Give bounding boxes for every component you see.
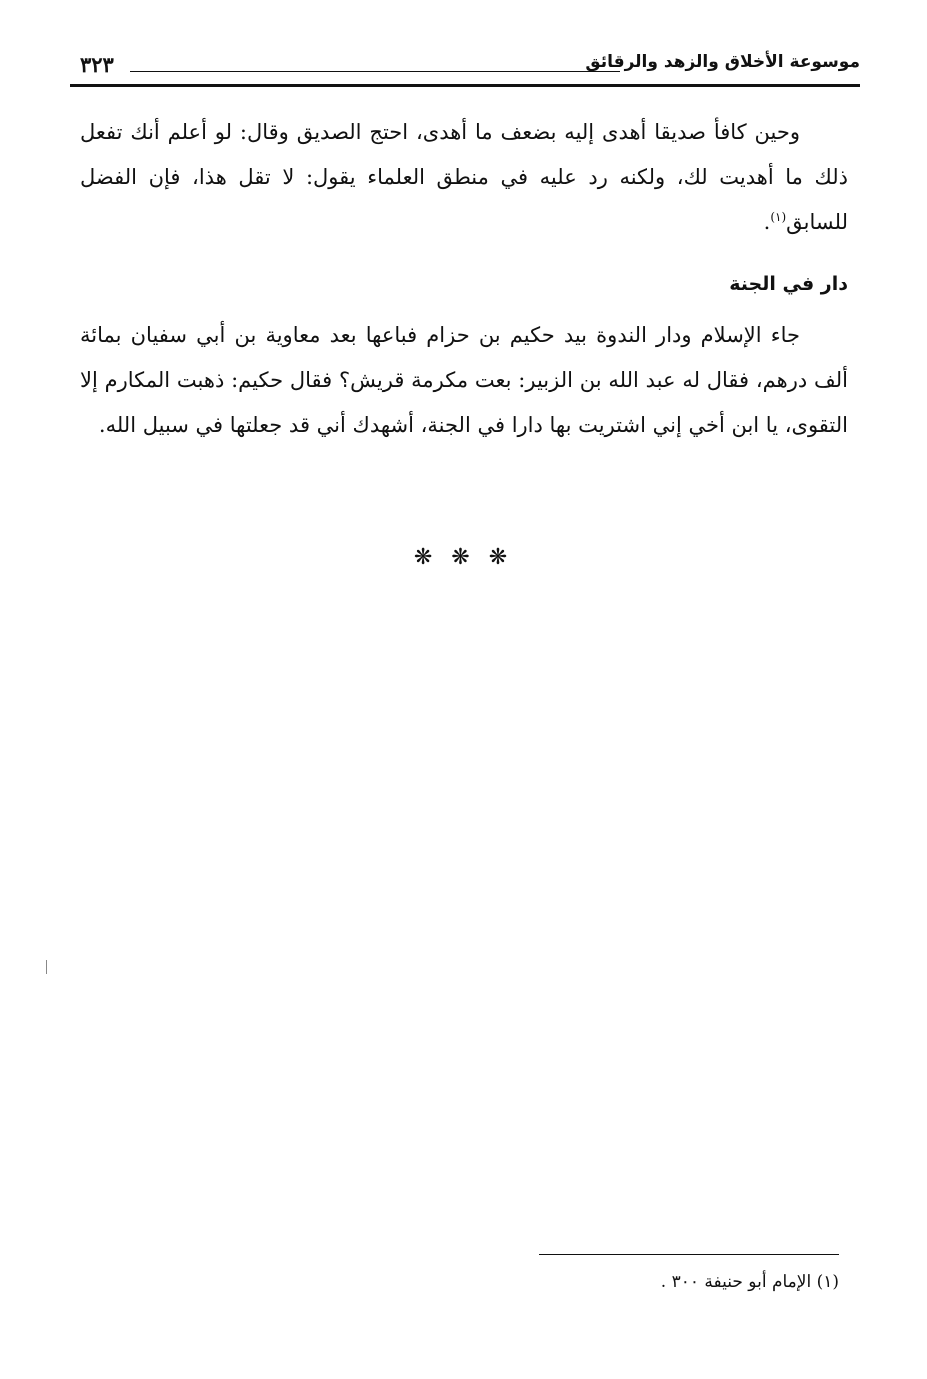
paragraph-1-end: . [763, 210, 771, 234]
paragraph-1-text: وحين كافأ صديقا أهدى إليه بضعف ما أهدى، احتج الصديق وقال: لو أعلم أنك تفعل ذلك ما أهديت لك، ولكنه رد عليه في منطق العلماء يقول: لا تقل هذا، فإن الفضل للسابق [80, 120, 848, 234]
footnote: (١) الإمام أبو حنيفة ٣٠٠ . [660, 1272, 839, 1292]
page-header [70, 40, 860, 80]
page-number: ٣٢٣ [80, 52, 114, 77]
section-heading: دار في الجنة [729, 273, 848, 295]
footnote-reference: (١) [770, 210, 787, 224]
header-underline [70, 84, 860, 87]
footnote-separator [539, 1254, 839, 1255]
running-title: موسوعة الأخلاق والزهد والرقائق [585, 52, 860, 72]
section-divider: ❋ ❋ ❋ [413, 545, 514, 570]
page-body [80, 110, 848, 448]
header-rule [130, 71, 620, 72]
paragraph-1 [80, 110, 848, 245]
paragraph-2-text: جاء الإسلام ودار الندوة بيد حكيم بن حزام فباعها بعد معاوية بن أبي سفيان بمائة ألف درهم، فقال له عبد الله بن الزبير: بعت مكرمة قريش؟ فقال حكيم: ذهبت المكارم إلا التقوى، يا ابن أخي إني اشتريت بها دارا في الجنة، أشهدك أني قد جعلتها في سبيل الله. [80, 323, 848, 437]
scan-mark [46, 960, 47, 974]
paragraph-2 [80, 313, 848, 448]
